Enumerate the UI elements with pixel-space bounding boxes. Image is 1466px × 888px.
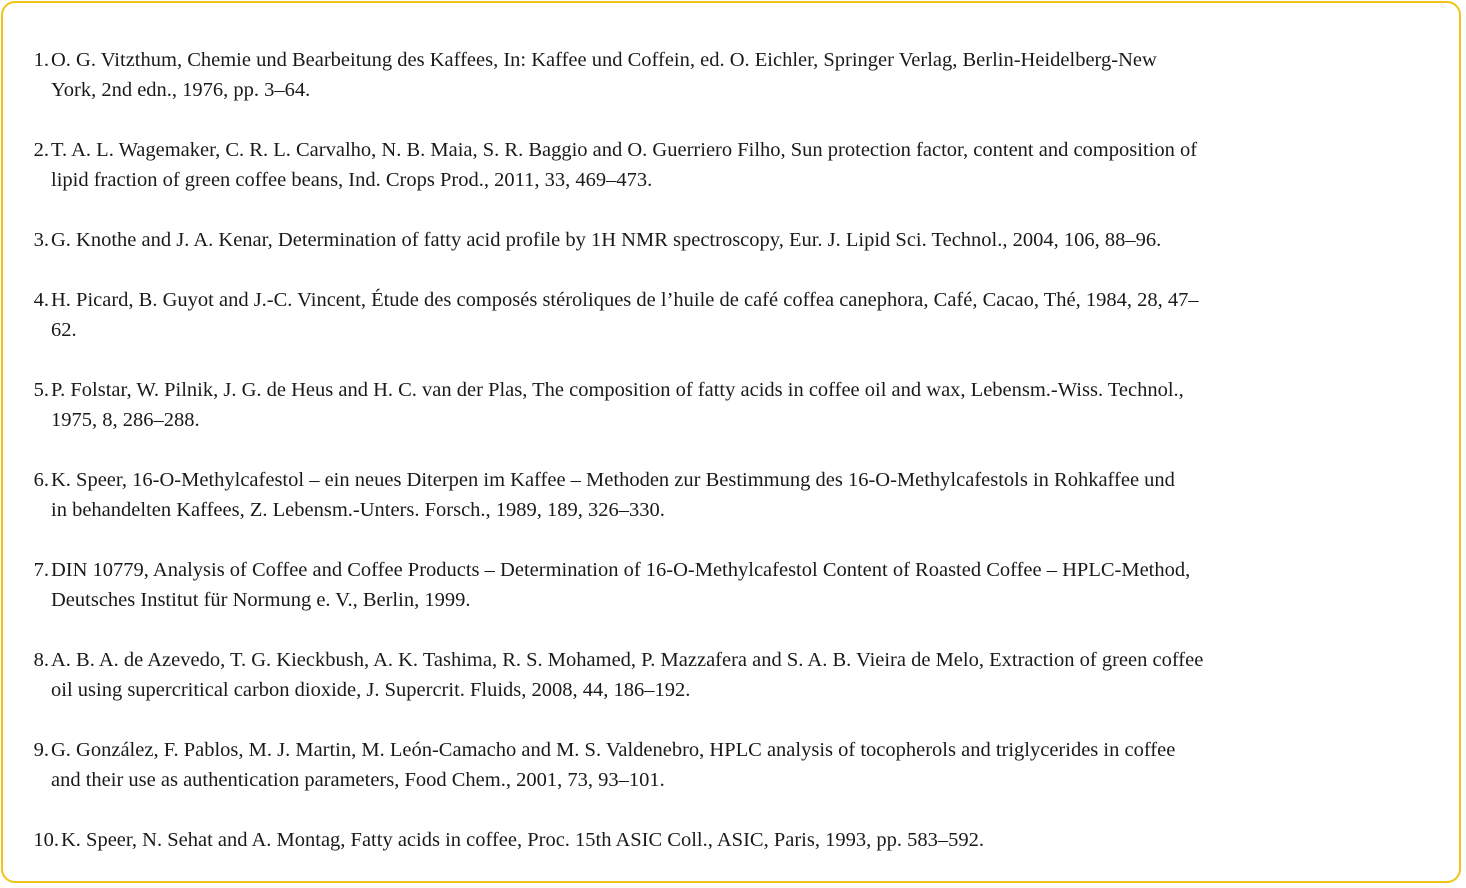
reference-text-line: A. B. A. de Azevedo, T. G. Kieckbush, A. K. Tashima, R. S. Mohamed, P. Mazzafera and S. A. B. Vieira de Melo, Extraction of green coffee <box>51 649 1204 671</box>
reference-text-line: 1975, 8, 286–288. <box>51 409 200 431</box>
reference-number: 9. <box>33 739 49 761</box>
reference-text-line: G. Knothe and J. A. Kenar, Determination of fatty acid profile by 1H NMR spectroscopy, Eur. J. Lipid Sci. Technol., 2004, 106, 88–96. <box>51 229 1162 251</box>
reference-number: 7. <box>33 559 49 581</box>
reference-text-line: York, 2nd edn., 1976, pp. 3–64. <box>51 79 311 101</box>
reference-text-line: lipid fraction of green coffee beans, Ind. Crops Prod., 2011, 33, 469–473. <box>51 169 653 191</box>
reference-number: 2. <box>33 139 49 161</box>
reference-text-line: G. González, F. Pablos, M. J. Martin, M. León-Camacho and M. S. Valdenebro, HPLC analysis of tocopherols and triglycerides in coffee <box>51 739 1176 761</box>
reference-number: 4. <box>33 289 49 311</box>
reference-text-line: in behandelten Kaffees, Z. Lebensm.-Unters. Forsch., 1989, 189, 326–330. <box>51 499 665 521</box>
reference-number: 5. <box>33 379 49 401</box>
reference-text-line: P. Folstar, W. Pilnik, J. G. de Heus and H. C. van der Plas, The composition of fatty acids in coffee oil and wax, Lebensm.-Wiss. Technol., <box>51 379 1184 401</box>
reference-text-line: Deutsches Institut für Normung e. V., Berlin, 1999. <box>51 589 471 611</box>
reference-list-frame <box>1 1 1461 883</box>
reference-number: 10. <box>33 829 59 851</box>
reference-text-line: DIN 10779, Analysis of Coffee and Coffee Products – Determination of 16-O-Methylcafestol Content of Roasted Coffee – HPLC-Method, <box>51 559 1191 581</box>
reference-text-line: oil using supercritical carbon dioxide, J. Supercrit. Fluids, 2008, 44, 186–192. <box>51 679 691 701</box>
reference-text-line: 62. <box>51 319 77 341</box>
reference-text-line: O. G. Vitzthum, Chemie und Bearbeitung des Kaffees, In: Kaffee und Coffein, ed. O. Eichler, Springer Verlag, Berlin-Heidelberg-New <box>51 49 1157 71</box>
reference-number: 8. <box>33 649 49 671</box>
reference-text-line: and their use as authentication parameters, Food Chem., 2001, 73, 93–101. <box>51 769 665 791</box>
reference-text-line: K. Speer, 16-O-Methylcafestol – ein neues Diterpen im Kaffee – Methoden zur Bestimmung des 16-O-Methylcafestols in Rohkaffee und <box>51 469 1175 491</box>
reference-text-line: T. A. L. Wagemaker, C. R. L. Carvalho, N. B. Maia, S. R. Baggio and O. Guerriero Filho, Sun protection factor, content and composition of <box>51 139 1198 161</box>
reference-text-line: H. Picard, B. Guyot and J.-C. Vincent, Étude des composés stéroliques de l’huile de café coffea canephora, Café, Cacao, Thé, 1984, 28, 47– <box>51 289 1199 311</box>
reference-number: 3. <box>33 229 49 251</box>
reference-text-line: K. Speer, N. Sehat and A. Montag, Fatty acids in coffee, Proc. 15th ASIC Coll., ASIC, Paris, 1993, pp. 583–592. <box>61 829 984 851</box>
reference-number: 6. <box>33 469 49 491</box>
reference-number: 1. <box>33 49 49 71</box>
